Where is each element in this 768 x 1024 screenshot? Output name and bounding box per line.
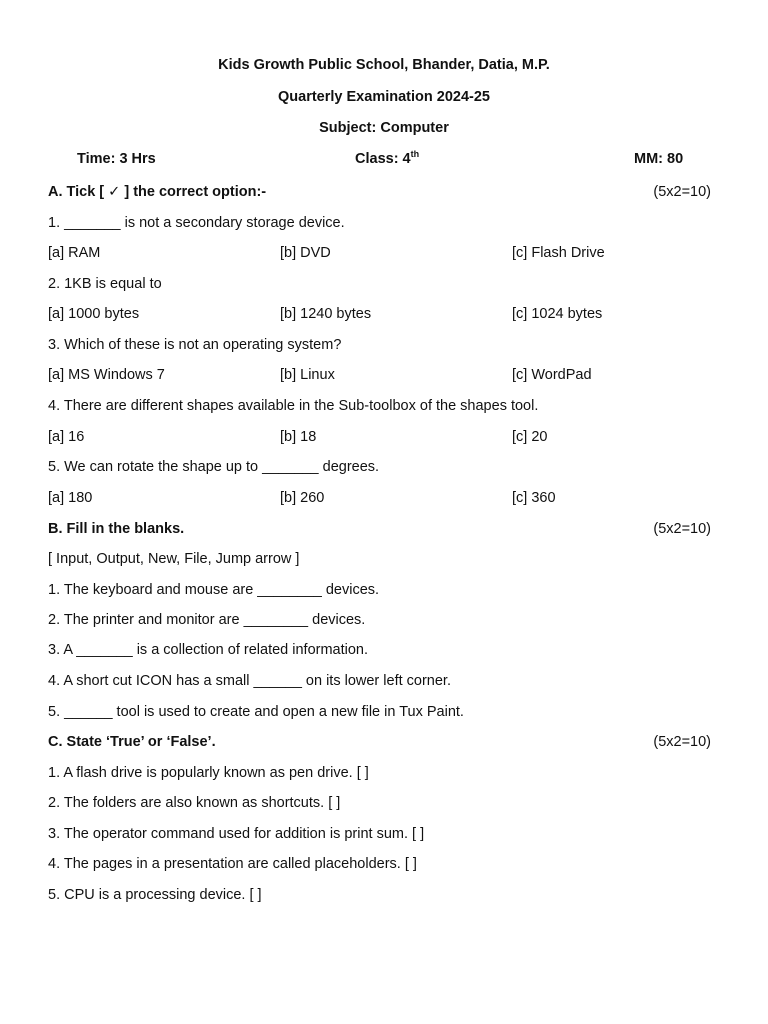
option-b: [b] Linux <box>280 367 335 383</box>
option-b: [b] 1240 bytes <box>280 306 372 322</box>
option-a: [a] 180 <box>48 490 93 506</box>
question-text: 2. 1KB is equal to <box>48 276 162 292</box>
option-a: [a] 1000 bytes <box>48 306 140 322</box>
section-b-marks: (5x2=10) <box>653 521 711 537</box>
word-bank: [ Input, Output, New, File, Jump arrow ] <box>48 551 300 567</box>
true-false-question: 1. A flash drive is popularly known as pen drive. [ ] <box>48 765 369 781</box>
option-c: [c] 360 <box>512 490 556 506</box>
question-text: 3. Which of these is not an operating system? <box>48 337 342 353</box>
option-c: [c] WordPad <box>512 367 592 383</box>
option-b: [b] 260 <box>280 490 325 506</box>
subject-title: Subject: Computer <box>319 120 449 136</box>
fill-blank-question: 5. ______ tool is used to create and open a new file in Tux Paint. <box>48 704 464 720</box>
fill-blank-question: 1. The keyboard and mouse are ________ devices. <box>48 582 380 598</box>
question-text: 1. _______ is not a secondary storage device. <box>48 215 345 231</box>
option-a: [a] MS Windows 7 <box>48 367 165 383</box>
class-label: Class: 4th <box>355 149 420 167</box>
section-a-marks: (5x2=10) <box>653 184 711 200</box>
option-c: [c] 20 <box>512 429 548 445</box>
section-c-heading: C. State ‘True’ or ‘False’. <box>48 734 216 750</box>
section-b-heading: B. Fill in the blanks. <box>48 521 185 537</box>
option-c: [c] 1024 bytes <box>512 306 603 322</box>
fill-blank-question: 4. A short cut ICON has a small ______ on its lower left corner. <box>48 673 451 689</box>
option-c: [c] Flash Drive <box>512 245 605 261</box>
class-superscript: th <box>410 149 420 159</box>
fill-blank-question: 2. The printer and monitor are ________ devices. <box>48 612 366 628</box>
section-c-marks: (5x2=10) <box>653 734 711 750</box>
true-false-question: 2. The folders are also known as shortcuts. [ ] <box>48 795 341 811</box>
option-b: [b] DVD <box>280 245 331 261</box>
question-text: 4. There are different shapes available in the Sub-toolbox of the shapes tool. <box>48 398 539 414</box>
section-a-heading: A. Tick [ ✓ ] the correct option:- <box>48 184 267 200</box>
exam-title: Quarterly Examination 2024-25 <box>278 89 490 105</box>
max-marks: MM: 80 <box>634 151 684 167</box>
time-label: Time: 3 Hrs <box>77 151 156 167</box>
option-a: [a] RAM <box>48 245 101 261</box>
true-false-question: 4. The pages in a presentation are called placeholders. [ ] <box>48 856 417 872</box>
fill-blank-question: 3. A _______ is a collection of related information. <box>48 642 369 658</box>
option-b: [b] 18 <box>280 429 317 445</box>
true-false-question: 5. CPU is a processing device. [ ] <box>48 887 262 903</box>
question-text: 5. We can rotate the shape up to _______ degrees. <box>48 459 380 475</box>
option-a: [a] 16 <box>48 429 85 445</box>
school-name: Kids Growth Public School, Bhander, Datia, M.P. <box>218 57 550 73</box>
true-false-question: 3. The operator command used for addition is print sum. [ ] <box>48 826 425 842</box>
